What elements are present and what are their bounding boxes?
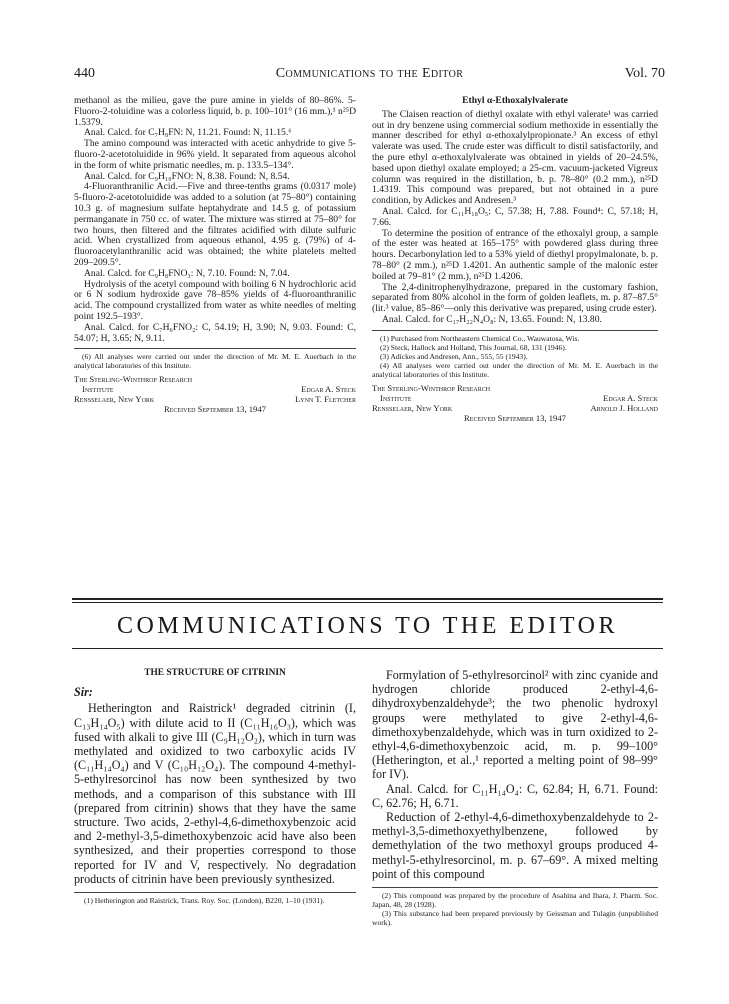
- received-date: Received September 13, 1947: [164, 404, 266, 415]
- paragraph: 4-Fluoranthranilic Acid.—Five and three-tenths grams (0.0317 mole) 5-fluoro-2-acetotoluidide was added to a solution (at 75–80°) containing 10.3 g. of magnesium sulfate heptahydrate and 14.5 g. of potassium permanganate in 750 cc. of water. The mixture was stirred at 75–80° for two hours, then filtered and the filtrates acidified with dilute sulfuric acid. When crystallized from aqueous ethanol, 4.95 g. (79%) of 4-fluoroacetylanthranilic acid was obtained; the white platelets melted 209–209.5°.: [74, 181, 356, 268]
- footnote: (1) Purchased from Northeastern Chemical Co., Wauwatosa, Wis.: [380, 333, 580, 343]
- analysis-line: Anal. Calcd. for C₁₇H₂₂N₄O₈: N, 13.65. Found: N, 13.80.: [382, 313, 602, 325]
- analysis-line: Anal. Calcd. for C₉H₁₀FNO: N, 8.38. Found: N, 8.54.: [84, 170, 290, 182]
- paragraph: Hetherington and Raistrick¹ degraded citrinin (I, C₁₃H₁₄O₅) with dilute acid to II (C₁₁H₁₆O₃), which was fused with alkali to give III (C₉H₁₂O₂), which in turn was methylated and oxidized to two carboxylic acids IV (C₁₁H₁₄O₄) and V (C₁₀H₁₂O₄). The compound 4-methyl-5-ethylresorcinol has now been synthesized by two methods, and a comparison of this substance with III (prepared from citrinin) shows that they have the same structure. Two acids, 2-ethyl-4,6-dimethoxybenzoic acid and 2-methyl-3,5-dimethoxybenzoic acid have also been synthesized, and their properties correspond to those reported for IV and V, respectively. No degradation products of citrinin have been previously synthesized.: [74, 701, 356, 886]
- analysis-line: Anal. Calcd. for C₇H₆FNO₂: C, 54.19; H, 3.90; N, 9.03. Found: C, 54.07; H, 3.65; N, 9.11.: [74, 321, 356, 344]
- footnote-rule: [372, 330, 658, 331]
- paragraph: methanol as the milieu, gave the pure amine in yields of 80–86%. 5-Fluoro-2-toluidine was a colorless liquid, b. p. 100–101° (16 mm.),¹ n²⁵D 1.5379.: [74, 95, 356, 128]
- footnote: (3) This substance had been prepared previously by Geissman and Tulagin (unpublished work).: [372, 909, 658, 928]
- paragraph: The amino compound was interacted with acetic anhydride to give 5-fluoro-2-acetotoluidide in 96% yield. It separated from aqueous alcohol in the form of white prismatic needles, m. p. 133.5–134°.: [74, 138, 356, 171]
- footnote-rule: [74, 348, 356, 349]
- volume-label: Vol. 70: [624, 66, 665, 81]
- aff-lab: The Sterling-Winthrop Research: [372, 382, 491, 393]
- article-heading: Ethyl α-Ethoxalylvalerate: [462, 95, 568, 106]
- lower-right-column: [372, 668, 658, 927]
- author: Edgar A. Steck: [603, 392, 658, 403]
- author: Lynn T. Fletcher: [295, 394, 356, 405]
- running-title: Communications to the Editor: [275, 66, 464, 81]
- salutation: Sir:: [74, 685, 93, 700]
- footnote: (2) Steck, Hallock and Holland, This Journal, 68, 131 (1946).: [380, 342, 567, 352]
- analysis-line: Anal. Calcd. for C₁₁H₁₈O₅: C, 57.38; H, 7.88. Found⁴: C, 57.18; H, 7.66.: [372, 205, 658, 228]
- paragraph: The 2,4-dinitrophenylhydrazone, prepared in the customary fashion, separated from 80% alcohol in the form of golden leaflets, m. p. 87–87.5° (lit.³ value, 85–86°—only this derivative was prepared, using crude ester).: [372, 281, 658, 315]
- section-rule-top-thin: [72, 602, 663, 603]
- footnote-rule: [74, 892, 356, 893]
- footnote-rule: [372, 887, 658, 888]
- author: Arnold J. Holland: [590, 402, 658, 413]
- left-column: [74, 96, 356, 414]
- paragraph: To determine the position of entrance of the ethoxalyl group, a sample of the ester was heated at 165–175° with powdered glass during three hours. Decarbonylation led to a 53% yield of diethyl propylmalonate, b. p. 78–80° (2 mm.), n²⁵D 1.4201. An authentic sample of the malonic ester boiled at 79–81° (2 mm.), n²⁵D 1.4206.: [372, 227, 658, 282]
- section-title: COMMUNICATIONS TO THE EDITOR: [117, 613, 618, 639]
- analysis-line: Anal. Calcd. for C₇H₈FN: N, 11.21. Found: N, 11.15.⁶: [84, 127, 292, 139]
- section-rule-top: [72, 598, 663, 600]
- received-date: Received September 13, 1947: [464, 412, 566, 423]
- aff-city: Rensselaer, New York: [372, 402, 453, 413]
- paragraph: Reduction of 2-ethyl-4,6-dimethoxybenzaldehyde to 2-methyl-3,5-dimethoxyethylbenzene, followed by demethylation of the two methoxyl groups produced 4-methyl-5-ethylresorcinol, m. p. 67–69°. A mixed melting point of this compound: [372, 810, 658, 881]
- aff-institute: Institute: [380, 392, 412, 403]
- author: Edgar A. Steck: [301, 384, 356, 395]
- page-number: 440: [74, 66, 95, 81]
- footnote: (1) Hetherington and Raistrick, Trans. Roy. Soc. (London), B220, 1–10 (1931).: [84, 896, 325, 906]
- footnote: (3) Adickes and Andresen, Ann., 555, 55 (1943).: [380, 351, 528, 361]
- footnote: (6) All analyses were carried out under the direction of Mr. M. E. Auerbach in the analytical laboratories of this Institute.: [74, 352, 356, 371]
- aff-city: Rensselaer, New York: [74, 394, 155, 405]
- paragraph: Formylation of 5-ethylresorcinol² with zinc cyanide and hydrogen chloride produced 2-ethyl-4,6-dihydroxybenzaldehyde³; the two phenolic hydroxyl groups were methylated to give 2-ethyl-4,6-dimethoxybenzaldehyde, which was in turn oxidized to 2-ethyl-4,6-dimethoxybenzoic acid, m. p. 99–100° (Hetherington, et al.,¹ reported a melting point of 98–99° for IV).: [372, 668, 658, 782]
- aff-lab: The Sterling-Winthrop Research: [74, 374, 193, 385]
- aff-institute: Institute: [82, 384, 114, 395]
- footnote: (2) This compound was prepared by the procedure of Asahina and Ihara, J. Pharm. Soc. Japan, 48, 28 (1928).: [372, 891, 658, 910]
- paragraph: Hydrolysis of the acetyl compound with boiling 6 N hydrochloric acid or 6 N sodium hydroxide gave 78–85% yields of 4-fluoroanthranilic acid. The compound crystallized from water as white needles of melting point 192.5–193°.: [74, 278, 356, 322]
- analysis-line: Anal. Calcd. for C₉H₈FNO₃: N, 7.10. Found: N, 7.04.: [84, 267, 290, 279]
- footnote: (4) All analyses were carried out under the direction of Mr. M. E. Auerbach in the analytical laboratories of this Institute.: [372, 360, 658, 379]
- paragraph: The Claisen reaction of diethyl oxalate with ethyl valerate¹ was carried out in dry benzene using commercial sodium methoxide in essentially the manner described for ethyl α-ethoxalylpropionate.³ An excess of ethyl valerate was used. The crude ester was difficult to distil satisfactorily, and the pure ethyl α-ethoxalylvalerate was obtained in yields of 20–24.5%, based upon diethyl oxalate employed; a 25-cm. vacuum-jacketed Vigreux column was required in the distillation, b. p. 78–80° (0.2 mm.), n²⁵D 1.4319. This compound was prepared, but not obtained in a pure condition, by Adickes and Andresen.³: [372, 108, 658, 207]
- section-rule-bottom: [72, 648, 663, 649]
- lower-left-column: [74, 666, 356, 905]
- analysis-line: Anal. Calcd. for C₁₁H₁₄O₄: C, 62.84; H, 6.71. Found: C, 62.76; H, 6.71.: [372, 781, 658, 810]
- right-column: [372, 96, 658, 423]
- communication-heading: THE STRUCTURE OF CITRININ: [144, 668, 286, 678]
- affiliation: [372, 383, 658, 423]
- affiliation: [74, 374, 356, 414]
- running-head: [74, 66, 665, 82]
